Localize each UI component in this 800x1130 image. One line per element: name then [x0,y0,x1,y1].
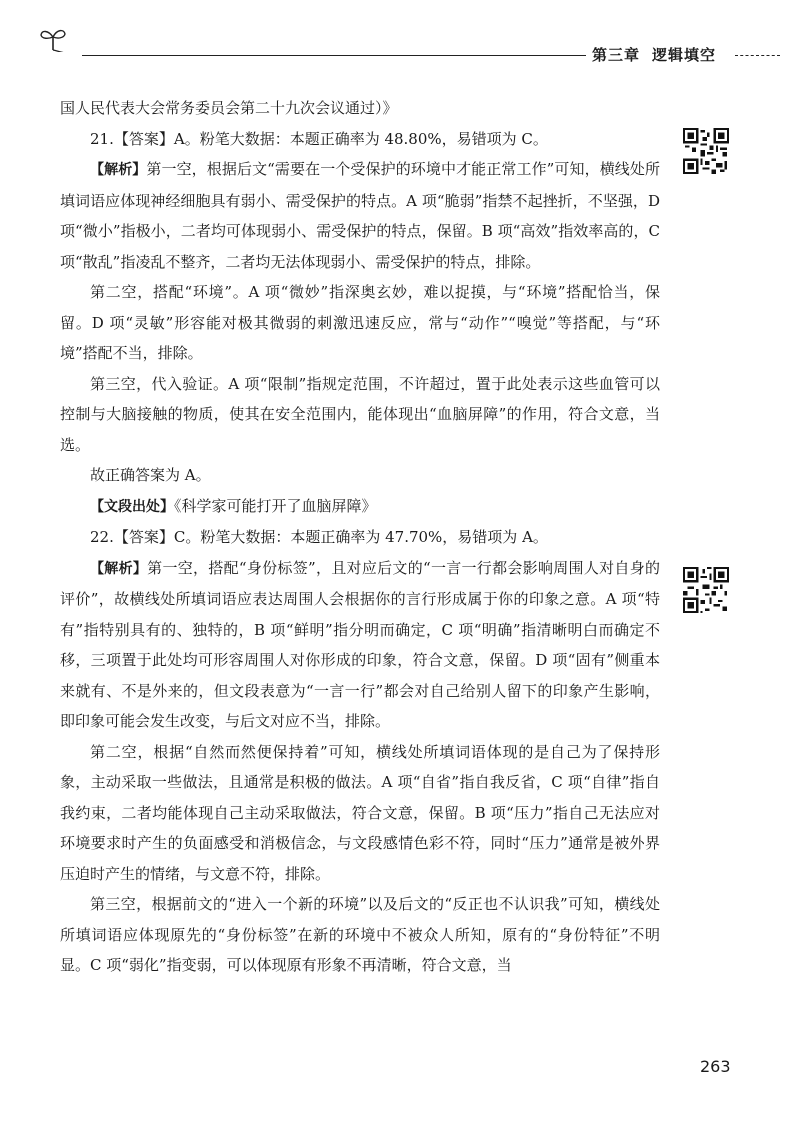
qr-code-icon[interactable] [683,567,729,613]
paragraph [60,522,660,553]
paragraph-text: 《科学家可能打开了血脑屏障》 [174,496,377,515]
paragraph [60,460,660,491]
paragraph-text: 第一空，根据后文“需要在一个受保护的环境中才能正常工作”可知，横线处所填词语应体现神经细胞具有弱小、需受保护的特点。A 项“脆弱”指禁不起挫折，不坚强，D 项“微小”指极小，二者均可体现弱小、需受保护的特点，保留。B 项“高效”指效率高的，C 项“散乱”指凌乱不整齐，二者均无法体现弱小、需受保护的特点，排除。 [60,160,661,271]
paragraph [60,553,660,737]
paragraph [60,277,660,369]
page-header [0,0,800,80]
paragraph-text: 21.【答案】A。粉笔大数据：本题正确率为 48.80%，易错项为 C。 [90,129,548,148]
paragraph-text: 第一空，搭配“身份标签”，且对应后文的“一言一行都会影响周围人对自身的评价”，故横线处所填词语应表达周围人会根据你的言行形成属于你的印象之意。A 项“特有”指特别具有的、独特的，B 项“鲜明”指分明而确定，C 项“明确”指清晰明白而确定不移，三项置于此处均可形容周围人对你形成的印象，符合文意，保留。D 项“固有”侧重本来就有、不是外来的，但文段表意为“一言一行”都会对自己给别人留下的印象产生影响，即印象可能会发生改变，与后文对应不当，排除。 [60,558,660,730]
paragraph [60,737,660,890]
running-header-title [592,44,716,65]
page-number: 263 [700,1057,731,1076]
paragraph [60,491,660,523]
paragraph-text: 第二空，搭配“环境”。A 项“微妙”指深奥玄妙，难以捉摸，与“环境”搭配恰当，保留。D 项“灵敏”形容能对极其微弱的刺激迅速反应，常与“动作”“嗅觉”等搭配，与“环境”搭配不当，排除。 [60,283,660,362]
paragraph-text: 22.【答案】C。粉笔大数据：本题正确率为 47.70%，易错项为 A。 [90,528,548,546]
paragraph-tag: 【解析】 [90,162,147,178]
sprout-logo-icon [38,26,68,56]
paragraph-text: 故正确答案为 A。 [90,466,211,484]
paragraph-text: 第三空，根据前文的“进入一个新的环境”以及后文的“反正也不认识我”可知，横线处所填词语应体现原先的“身份标签”在新的环境中不被众人所知，原有的“身份特征”不明显。C 项“弱化”指变弱，可以体现原有形象不再清晰，符合文意，当 [60,895,660,974]
paragraph-text: 国人民代表大会常务委员会第二十九次会议通过）》 [60,99,398,117]
section-label: 逻辑填空 [652,46,717,64]
header-rule-dashed [735,55,780,56]
page-body [60,93,660,981]
chapter-label: 第三章 [592,46,641,64]
qr-code-icon[interactable] [683,128,729,174]
paragraph [60,369,660,461]
paragraph [60,154,660,277]
paragraph-tag: 【解析】 [90,560,148,577]
paragraph [60,124,660,155]
paragraph-text: 第三空，代入验证。A 项“限制”指规定范围，不许超过，置于此处表示这些血管可以控制与大脑接触的物质，使其在安全范围内，能体现出“血脑屏障”的作用，符合文意，当选。 [60,374,660,454]
paragraph-tag: 【文段出处】 [90,498,174,515]
paragraph [60,889,660,981]
paragraph-text: 第二空，根据“自然而然便保持着”可知，横线处所填词语体现的是自己为了保持形象，主动采取一些做法，且通常是积极的做法。A 项“自省”指自我反省，C 项“自律”指自我约束，二者均能体现自己主动采取做法，符合文意，保留。B 项“压力”指自己无法应对环境要求时产生的负面感受和消极信念，与文段感情色彩不符，同时“压力”通常是被外界压迫时产生的情绪，与文意不符，排除。 [60,742,660,883]
paragraph [60,93,660,124]
header-rule [82,55,586,56]
